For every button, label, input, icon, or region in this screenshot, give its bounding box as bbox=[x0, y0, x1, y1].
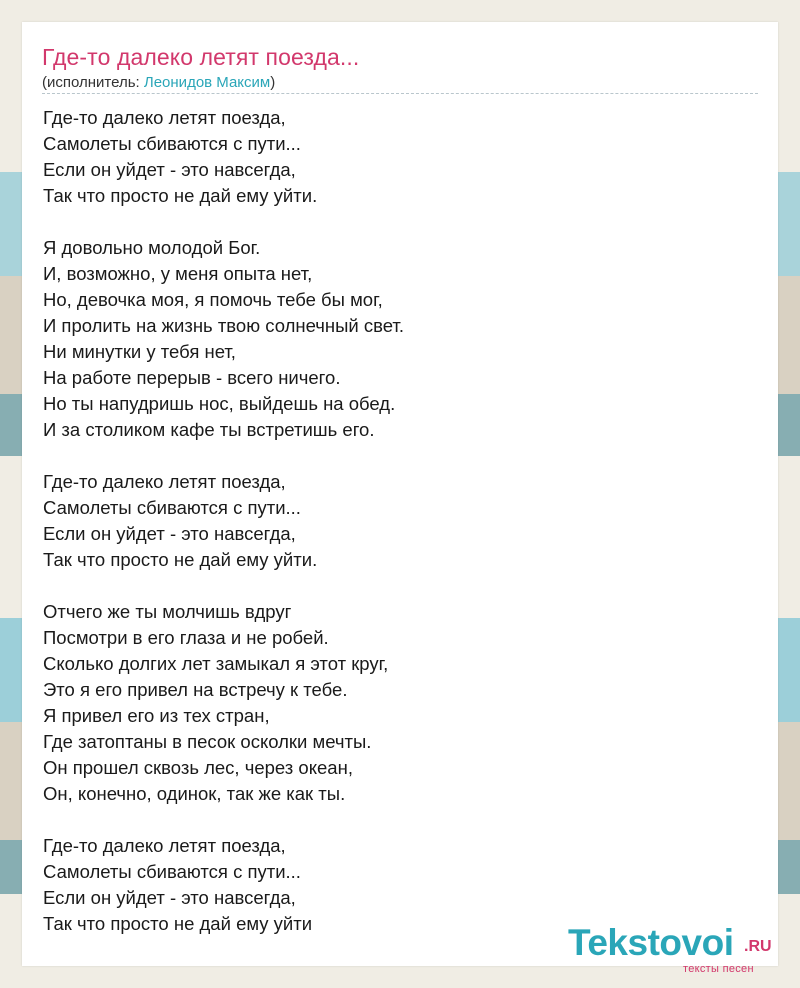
lyric-line: Посмотри в его глаза и не робей. bbox=[43, 627, 329, 648]
lyric-line: Так что просто не дай ему уйти. bbox=[43, 549, 318, 570]
song-title: Где-то далеко летят поезда... bbox=[42, 44, 360, 70]
lyric-line: На работе перерыв - всего ничего. bbox=[43, 367, 341, 388]
logo-tld: .RU bbox=[744, 938, 772, 955]
lyric-line: Он, конечно, одинок, так же как ты. bbox=[43, 783, 346, 804]
lyric-line: Где-то далеко летят поезда, bbox=[43, 471, 286, 492]
lyrics-card bbox=[22, 22, 778, 975]
lyric-line: Самолеты сбиваются с пути... bbox=[43, 133, 301, 154]
logo-tagline: тексты песен bbox=[683, 963, 754, 975]
lyric-line: Ни минутки у тебя нет, bbox=[43, 341, 236, 362]
artist-suffix: ) bbox=[270, 74, 276, 91]
lyric-line: Если он уйдет - это навсегда, bbox=[43, 159, 296, 180]
lyric-line: Это я его привел на встречу к тебе. bbox=[43, 679, 348, 700]
lyrics-body bbox=[43, 105, 404, 937]
lyric-line: Он прошел сквозь лес, через океан, bbox=[43, 757, 353, 778]
lyric-line: Так что просто не дай ему уйти. bbox=[43, 185, 318, 206]
lyric-line: Сколько долгих лет замыкал я этот круг, bbox=[43, 653, 389, 674]
stanza-gap bbox=[43, 807, 404, 833]
artist-line bbox=[42, 74, 275, 91]
lyric-line: Где затоптаны в песок осколки мечты. bbox=[43, 731, 372, 752]
lyric-line: И, возможно, у меня опыта нет, bbox=[43, 263, 313, 284]
lyric-line: И пролить на жизнь твою солнечный свет. bbox=[43, 315, 404, 336]
stanza-gap bbox=[43, 209, 404, 235]
lyric-line: Самолеты сбиваются с пути... bbox=[43, 861, 301, 882]
lyric-line: Я довольно молодой Бог. bbox=[43, 237, 261, 258]
lyric-line: Я привел его из тех стран, bbox=[43, 705, 270, 726]
lyric-line: Отчего же ты молчишь вдруг bbox=[43, 601, 292, 622]
title-divider bbox=[42, 93, 758, 94]
stanza-gap bbox=[43, 443, 404, 469]
logo-wordmark: Tekstovoi bbox=[568, 922, 734, 963]
lyric-line: Но, девочка моя, я помочь тебе бы мог, bbox=[43, 289, 383, 310]
lyric-line: Если он уйдет - это навсегда, bbox=[43, 887, 296, 908]
stanza-gap bbox=[43, 573, 404, 599]
artist-prefix: (исполнитель: bbox=[42, 74, 144, 91]
lyric-line: Самолеты сбиваются с пути... bbox=[43, 497, 301, 518]
artist-link[interactable]: Леонидов Максим bbox=[143, 74, 271, 91]
lyric-line: И за столиком кафе ты встретишь его. bbox=[43, 419, 375, 440]
site-logo[interactable] bbox=[568, 922, 798, 982]
lyric-line: Где-то далеко летят поезда, bbox=[43, 107, 286, 128]
lyric-line: Но ты напудришь нос, выйдешь на обед. bbox=[43, 393, 396, 414]
lyric-line: Так что просто не дай ему уйти bbox=[43, 913, 313, 934]
lyric-line: Если он уйдет - это навсегда, bbox=[43, 523, 296, 544]
lyric-line: Где-то далеко летят поезда, bbox=[43, 835, 286, 856]
